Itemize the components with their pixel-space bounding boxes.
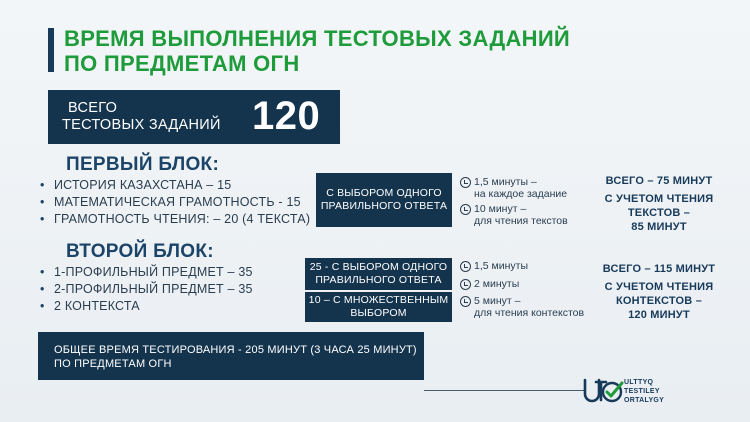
logo-line-2: TESTILEY	[624, 388, 660, 395]
block2-summary-with-2: КОНТЕКСТОВ –	[615, 295, 703, 307]
time-value: 10 минут –	[474, 203, 527, 215]
list-item	[40, 265, 253, 282]
list-item	[40, 282, 253, 299]
bullet-icon: •	[40, 299, 45, 313]
bullet-icon: •	[40, 212, 45, 226]
block2-format2-line-1: 10 – С МНОЖЕСТВЕННЫМ	[308, 294, 449, 306]
time-note: для чтения текстов	[474, 215, 568, 227]
list-item-text: 2-ПРОФИЛЬНЫЙ ПРЕДМЕТ – 35	[54, 282, 253, 296]
footer-divider	[424, 390, 584, 391]
block1-summary	[600, 174, 718, 234]
overall-line-1: ОБЩЕЕ ВРЕМЯ ТЕСТИРОВАНИЯ - 205 МИНУТ (3 ЧАСА 25 МИНУТ)	[54, 344, 417, 356]
list-item	[40, 178, 310, 195]
block1-title: ПЕРВЫЙ БЛОК:	[66, 154, 220, 175]
block2-title: ВТОРОЙ БЛОК:	[66, 241, 214, 262]
title-line-2: ПО ПРЕДМЕТАМ ОГН	[64, 51, 300, 76]
clock-icon	[460, 204, 471, 215]
logo-line-1: ULTTYQ	[624, 379, 654, 386]
logo-line-3: ORTALYGY	[624, 397, 665, 404]
clock-icon	[460, 279, 471, 290]
block1-format-line-2: ПРАВИЛЬНОГО ОТВЕТА	[320, 200, 448, 212]
block1-summary-total: ВСЕГО – 75 МИНУТ	[605, 175, 713, 187]
list-item-text: ИСТОРИЯ КАЗАХСТАНА – 15	[54, 178, 232, 192]
time-note: на каждое задание	[474, 188, 568, 200]
block1-summary-with-1: С УЧЕТОМ ЧТЕНИЯ	[604, 193, 714, 205]
list-item	[40, 195, 310, 212]
block1-format-line-1: С ВЫБОРОМ ОДНОГО	[326, 187, 442, 199]
time-value: 1,5 минуты –	[474, 176, 537, 188]
time-note: для чтения контекстов	[474, 307, 585, 319]
overall-time-box	[38, 332, 424, 380]
utc-logo-icon	[582, 374, 624, 408]
bullet-icon: •	[40, 265, 45, 279]
block2-format2-line-2: ВЫБОРОМ	[350, 307, 407, 319]
block2-format1-line-1: 25 - С ВЫБОРОМ ОДНОГО	[309, 261, 448, 273]
block1-summary-with-3: 85 МИНУТ	[631, 221, 687, 233]
list-item-text: 1-ПРОФИЛЬНЫЙ ПРЕДМЕТ – 35	[54, 265, 253, 279]
total-tasks-label	[62, 100, 221, 134]
block1-summary-with-2: ТЕКСТОВ –	[627, 207, 691, 219]
block2-list	[40, 265, 253, 316]
block2-summary	[600, 262, 718, 322]
block2-summary-with-1: С УЧЕТОМ ЧТЕНИЯ	[604, 281, 714, 293]
bullet-icon: •	[40, 178, 45, 192]
block1-list	[40, 178, 310, 229]
time-value: 1,5 минуты	[474, 260, 529, 272]
clock-icon	[460, 296, 471, 307]
logo-text	[624, 378, 664, 405]
clock-icon	[460, 177, 471, 188]
block2-summary-with-3: 120 МИНУТ	[628, 309, 690, 321]
block2-format1-line-2: ПРАВИЛЬНОГО ОТВЕТА	[315, 274, 442, 286]
list-item-text: 2 КОНТЕКСТА	[54, 299, 140, 313]
overall-line-2: ПО ПРЕДМЕТАМ ОГН	[54, 358, 172, 370]
time-value: 5 минут –	[474, 295, 521, 307]
list-item	[40, 299, 253, 316]
title-accent-bar	[48, 28, 54, 72]
page-title	[64, 26, 570, 76]
bullet-icon: •	[40, 195, 45, 209]
block1-format-box	[316, 173, 452, 227]
total-label-line-2: ТЕСТОВЫХ ЗАДАНИЙ	[62, 117, 221, 133]
time-value: 2 минуты	[474, 278, 520, 290]
block2-summary-total: ВСЕГО – 115 МИНУТ	[602, 263, 716, 275]
bullet-icon: •	[40, 282, 45, 296]
block2-format-box-1	[305, 258, 452, 290]
list-item	[40, 212, 310, 229]
total-tasks-number: 120	[252, 94, 321, 138]
list-item-text: ГРАМОТНОСТЬ ЧТЕНИЯ: – 20 (4 ТЕКСТА)	[54, 212, 311, 226]
block2-format-box-2	[305, 292, 452, 322]
title-line-1: ВРЕМЯ ВЫПОЛНЕНИЯ ТЕСТОВЫХ ЗАДАНИЙ	[64, 26, 571, 51]
list-item-text: МАТЕМАТИЧЕСКАЯ ГРАМОТНОСТЬ - 15	[54, 195, 301, 209]
clock-icon	[460, 261, 471, 272]
total-label-line-1: ВСЕГО	[68, 100, 118, 116]
total-tasks-box	[48, 90, 340, 144]
